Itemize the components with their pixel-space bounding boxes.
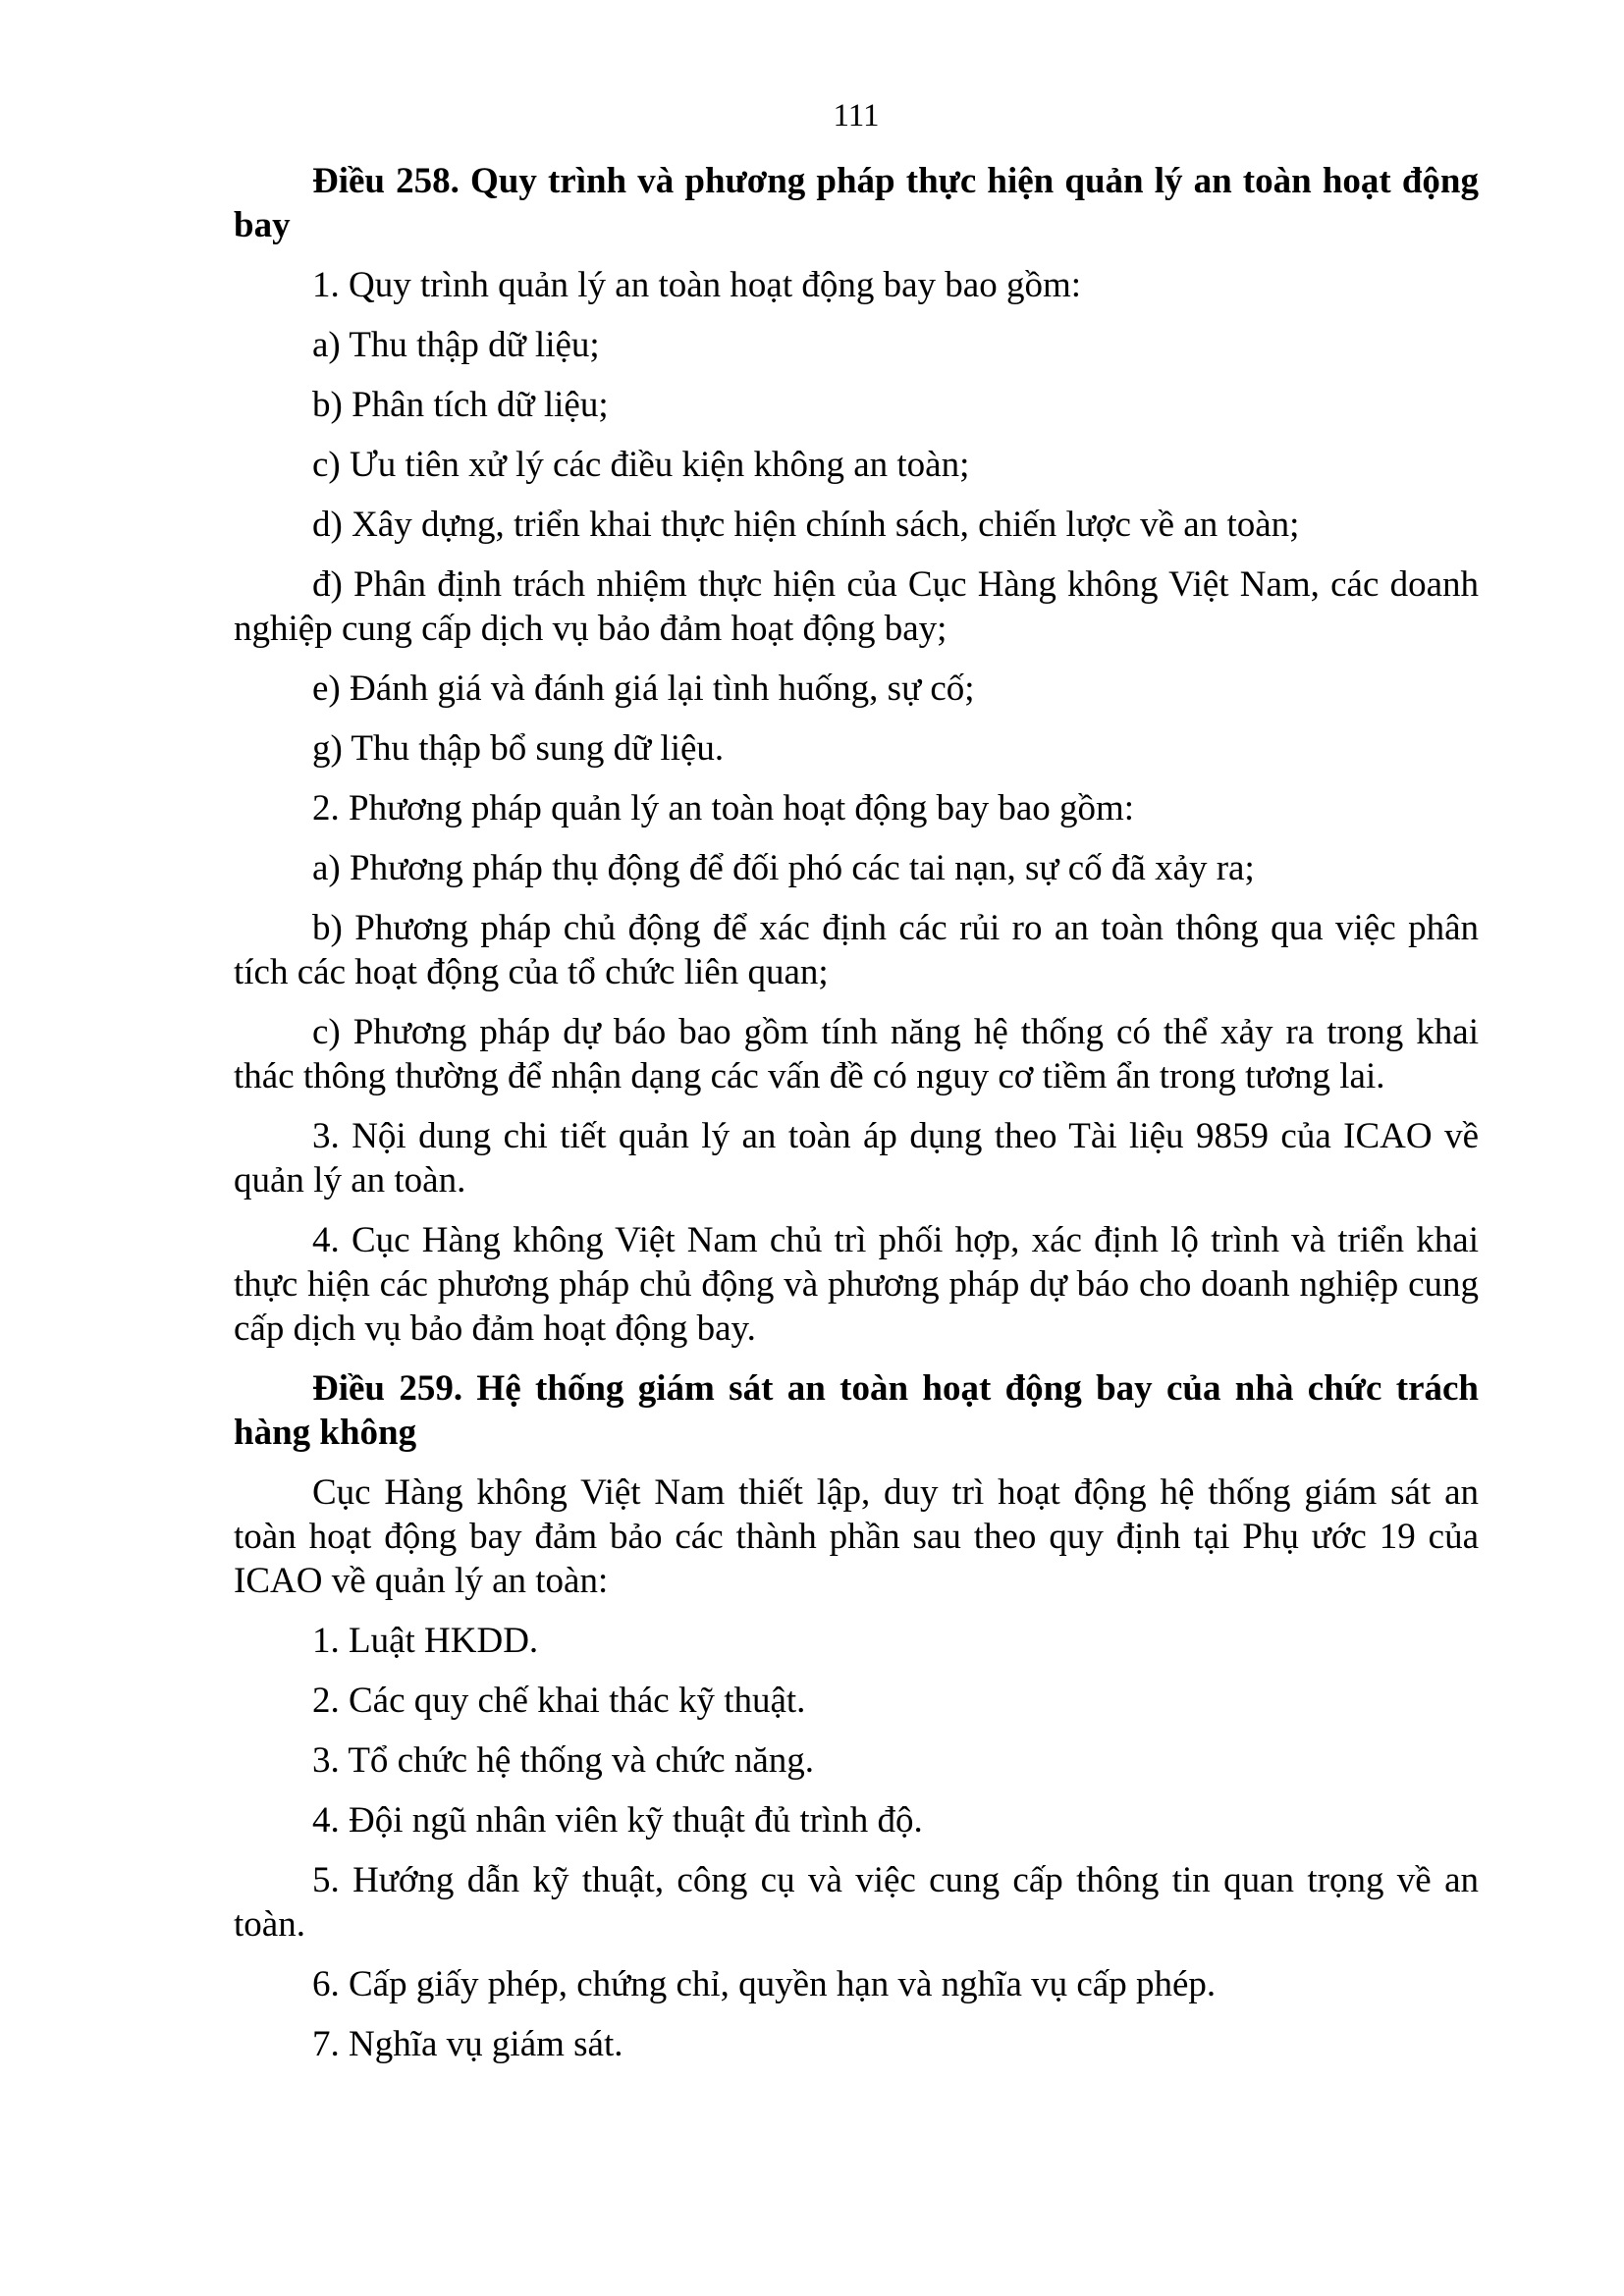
article-258-paragraph: 4. Cục Hàng không Việt Nam chủ trì phối hợp, xác định lộ trình và triển khai thực hiện các phương pháp chủ động và phương pháp dự báo cho doanh nghiệp cung cấp dịch vụ bảo đảm hoạt động bay. [234, 1220, 1479, 1349]
article-258-paragraph: b) Phương pháp chủ động để xác định các rủi ro an toàn thông qua việc phân tích các hoạt động của tổ chức liên quan; [234, 908, 1479, 992]
article-258-paragraph: đ) Phân định trách nhiệm thực hiện của Cục Hàng không Việt Nam, các doanh nghiệp cung cấp dịch vụ bảo đảm hoạt động bay; [234, 564, 1479, 649]
article-258-paragraph: a) Phương pháp thụ động để đối phó các tai nạn, sự cố đã xảy ra; [312, 848, 1255, 888]
article-259-paragraph: 7. Nghĩa vụ giám sát. [312, 2024, 623, 2064]
article-258-paragraph: c) Ưu tiên xử lý các điều kiện không an toàn; [312, 445, 970, 485]
article-259-paragraph: 2. Các quy chế khai thác kỹ thuật. [312, 1681, 806, 1721]
article-258-paragraph: g) Thu thập bổ sung dữ liệu. [312, 728, 725, 769]
article-259-paragraph: 5. Hướng dẫn kỹ thuật, công cụ và việc cung cấp thông tin quan trọng về an toàn. [234, 1860, 1479, 1945]
article-259-paragraph: 6. Cấp giấy phép, chứng chỉ, quyền hạn và nghĩa vụ cấp phép. [312, 1964, 1217, 2004]
article-258-paragraph: 3. Nội dung chi tiết quản lý an toàn áp dụng theo Tài liệu 9859 của ICAO về quản lý an toàn. [234, 1116, 1479, 1201]
article-259 [234, 1366, 1479, 2066]
article-258-paragraph: a) Thu thập dữ liệu; [312, 325, 600, 365]
article-258-paragraph: 2. Phương pháp quản lý an toàn hoạt động bay bao gồm: [312, 788, 1135, 828]
article-259-paragraph: Cục Hàng không Việt Nam thiết lập, duy trì hoạt động hệ thống giám sát an toàn hoạt động bay đảm bảo các thành phần sau theo quy định tại Phụ ước 19 của ICAO về quản lý an toàn: [234, 1472, 1479, 1601]
article-259-paragraph: 1. Luật HKDD. [312, 1621, 539, 1661]
article-259-paragraph: 4. Đội ngũ nhân viên kỹ thuật đủ trình độ. [312, 1800, 923, 1841]
article-258-paragraph: e) Đánh giá và đánh giá lại tình huống, sự cố; [312, 668, 975, 709]
article-258 [234, 159, 1479, 1351]
article-259-paragraph: 3. Tổ chức hệ thống và chức năng. [312, 1740, 815, 1781]
page-number: 111 [833, 98, 880, 133]
article-258-paragraph: b) Phân tích dữ liệu; [312, 385, 609, 425]
article-258-heading: Điều 258. Quy trình và phương pháp thực hiện quản lý an toàn hoạt động bay [234, 161, 1479, 245]
article-258-paragraph: d) Xây dựng, triển khai thực hiện chính sách, chiến lược về an toàn; [312, 505, 1300, 545]
document-page [234, 94, 1479, 2082]
article-259-heading: Điều 259. Hệ thống giám sát an toàn hoạt động bay của nhà chức trách hàng không [234, 1368, 1479, 1453]
article-258-paragraph: 1. Quy trình quản lý an toàn hoạt động bay bao gồm: [312, 265, 1082, 305]
article-258-paragraph: c) Phương pháp dự báo bao gồm tính năng hệ thống có thể xảy ra trong khai thác thông thường để nhận dạng các vấn đề có nguy cơ tiềm ẩn trong tương lai. [234, 1012, 1479, 1096]
